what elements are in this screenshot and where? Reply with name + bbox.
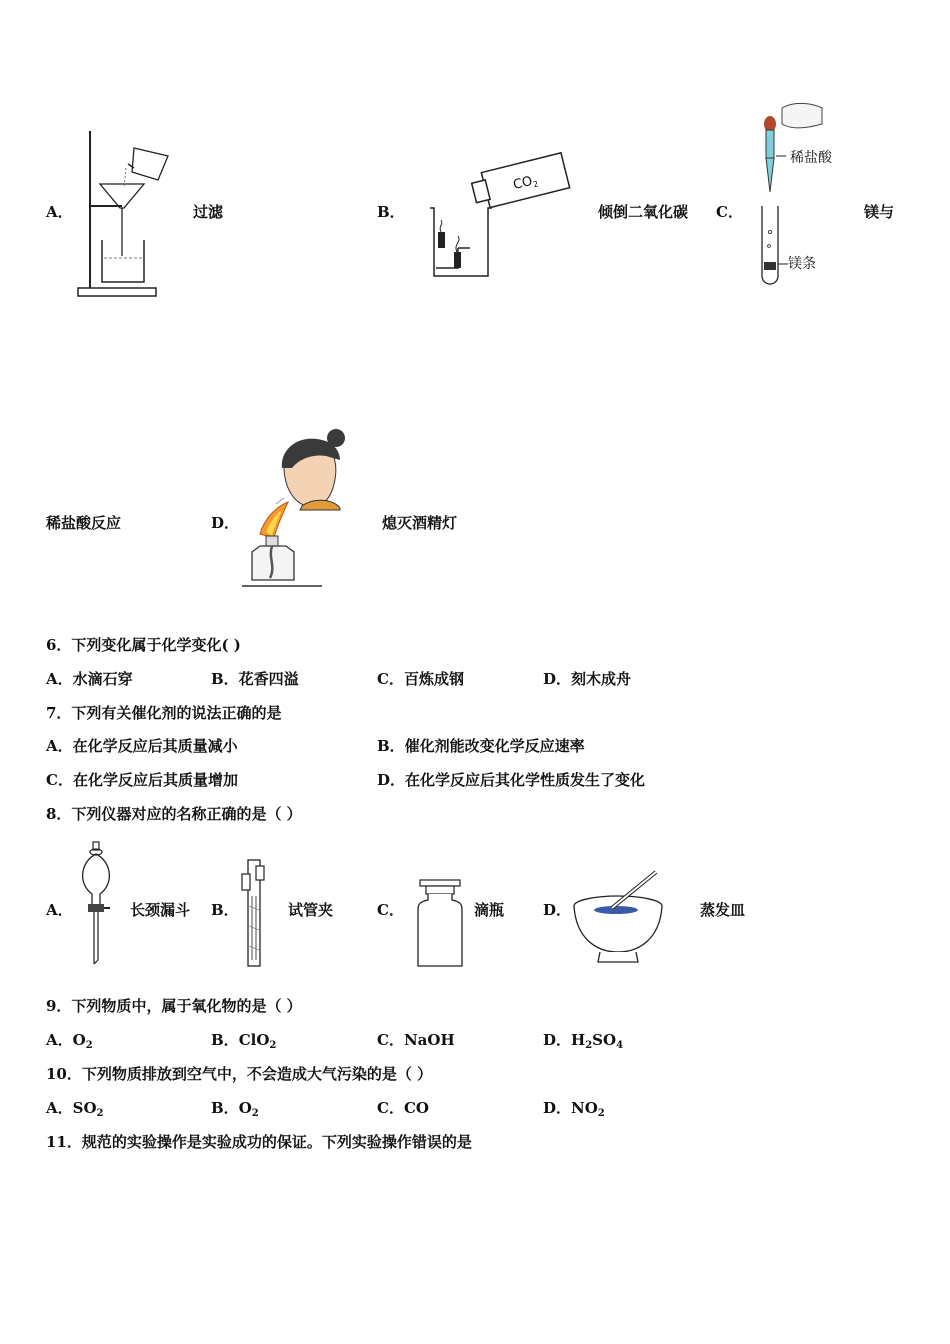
q9-stem: 9．下列物质中，属于氧化物的是（ ） bbox=[46, 997, 302, 1015]
q6-option-c: C．百炼成钢 bbox=[377, 670, 464, 688]
q8-stem: 8．下列仪器对应的名称正确的是（ ） bbox=[46, 805, 302, 823]
q7-stem: 7．下列有关催化剂的说法正确的是 bbox=[46, 704, 282, 722]
q7-option-d: D．在化学反应后其化学性质发生了变化 bbox=[377, 771, 646, 789]
q7-option-a: A．在化学反应后其质量减小 bbox=[46, 737, 238, 755]
test-tube-holder-figure bbox=[240, 856, 270, 970]
q6-stem: 6．下列变化属于化学变化( ) bbox=[46, 636, 241, 654]
q9-option-b: B．ClO$_2$ bbox=[211, 1031, 277, 1051]
q8-option-a-letter: A． bbox=[46, 901, 73, 919]
q11-stem: 11．规范的实验操作是实验成功的保证。下列实验操作错误的是 bbox=[46, 1133, 472, 1151]
q6-option-b: B．花香四溢 bbox=[211, 670, 299, 688]
q5-option-c-text-2: 稀盐酸反应 bbox=[46, 514, 122, 532]
q5-option-d-letter: D． bbox=[211, 514, 240, 532]
dilute-hcl-label: 稀盐酸 bbox=[790, 150, 832, 166]
q10-stem: 10．下列物质排放到空气中，不会造成大气污染的是（ ） bbox=[46, 1065, 433, 1083]
q9-option-d: D．$H_2SO_4$ bbox=[543, 1031, 624, 1051]
q5-option-d-text: 熄灭酒精灯 bbox=[382, 514, 458, 532]
q10-option-d: D．$NO_2$ bbox=[543, 1099, 605, 1119]
q8-option-d-name: 蒸发皿 bbox=[700, 901, 746, 919]
q10-option-b: B．$O_2$ bbox=[211, 1099, 259, 1119]
q5-option-c-letter: C． bbox=[716, 203, 743, 221]
q5-option-c-text-1: 镁与 bbox=[864, 203, 895, 221]
q10-option-a: A．$SO_2$ bbox=[46, 1099, 104, 1119]
reagent-bottle-figure bbox=[412, 876, 468, 970]
q5-option-a-text: 过滤 bbox=[193, 203, 224, 221]
mortar-pestle-figure bbox=[572, 868, 668, 968]
q5-option-b-text: 倾倒二氧化碳 bbox=[598, 203, 689, 221]
q6-option-a: A．水滴石穿 bbox=[46, 670, 133, 688]
q9-option-a: A．$O_2$ bbox=[46, 1031, 93, 1051]
q7-option-b: B．催化剂能改变化学反应速率 bbox=[377, 737, 585, 755]
blow-out-lamp-figure bbox=[240, 428, 355, 593]
filtration-figure bbox=[72, 128, 187, 300]
q8-option-d-letter: D． bbox=[543, 901, 572, 919]
q8-option-b-name: 试管夹 bbox=[288, 901, 334, 919]
q8-option-b-letter: B． bbox=[211, 901, 239, 919]
co2-label: $CO_2$ bbox=[511, 173, 540, 194]
q10-option-c: C．CO bbox=[377, 1099, 429, 1117]
q8-option-c-name: 滴瓶 bbox=[474, 901, 505, 919]
q7-option-c: C．在化学反应后其质量增加 bbox=[46, 771, 238, 789]
q9-option-c: C．NaOH bbox=[377, 1031, 455, 1049]
mg-strip-label: 镁条 bbox=[788, 256, 816, 272]
q8-option-c-letter: C． bbox=[377, 901, 404, 919]
pour-co2-figure bbox=[426, 148, 576, 280]
q5-option-a-letter: A． bbox=[46, 203, 73, 221]
q6-option-d: D．刻木成舟 bbox=[543, 670, 632, 688]
q8-option-a-name: 长颈漏斗 bbox=[130, 901, 191, 919]
q5-option-b-letter: B． bbox=[377, 203, 405, 221]
separatory-funnel-figure bbox=[74, 838, 120, 970]
